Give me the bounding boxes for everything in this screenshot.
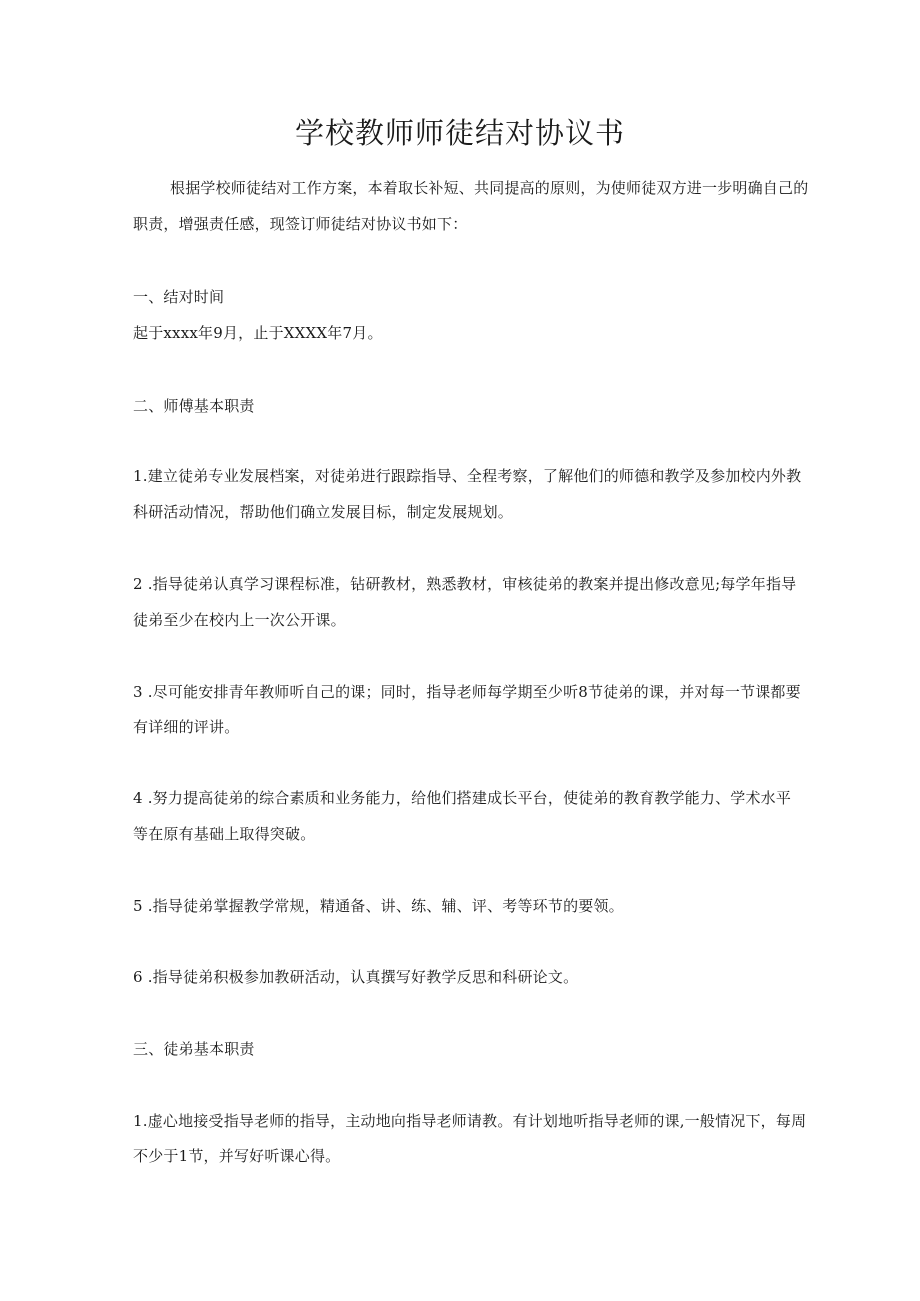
section-2-heading: 二、师傅基本职责 (133, 397, 255, 415)
mentor-duty-3-line-2: 有详细的评讲。 (133, 718, 240, 736)
intro-line-2: 职责，增强责任感，现签订师徒结对协议书如下： (133, 215, 468, 233)
mentor-duty-3-line-1: 3 .尽可能安排青年教师听自己的课；同时，指导老师每学期至少听8节徒弟的课，并对每一节课都要 (133, 683, 801, 701)
section-3-heading: 三、徒弟基本职责 (133, 1040, 255, 1058)
mentor-duty-5-line-1: 5 .指导徒弟掌握教学常规，精通备、讲、练、辅、评、考等环节的要领。 (133, 897, 624, 915)
mentor-duty-4-line-1: 4 .努力提高徒弟的综合素质和业务能力，给他们搭建成长平台，使徒弟的教育教学能力、学术水平 (133, 789, 792, 807)
section-1-text: 起于xxxx年9月，止于XXXX年7月。 (133, 324, 383, 342)
section-1-heading: 一、结对时间 (133, 288, 225, 306)
mentor-duty-1-line-1: 1.建立徒弟专业发展档案，对徒弟进行跟踪指导、全程考察，了解他们的师德和教学及参加校内外教 (133, 467, 802, 485)
mentor-duty-6-line-1: 6 .指导徒弟积极参加教研活动，认真撰写好教学反思和科研论文。 (133, 968, 579, 986)
intro-line-1: 根据学校师徒结对工作方案，本着取长补短、共同提高的原则，为使师徒双方进一步明确自己的 (170, 179, 809, 197)
mentor-duty-2-line-2: 徒弟至少在校内上一次公开课。 (133, 611, 346, 629)
apprentice-duty-1-line-1: 1.虚心地接受指导老师的指导，主动地向指导老师请教。有计划地听指导老师的课,一般情况下，每周 (133, 1112, 807, 1130)
mentor-duty-1-line-2: 科研活动情况，帮助他们确立发展目标，制定发展规划。 (133, 503, 514, 521)
apprentice-duty-1-line-2: 不少于1节，并写好听课心得。 (133, 1147, 341, 1165)
document-title: 学校教师师徒结对协议书 (294, 116, 625, 150)
mentor-duty-2-line-1: 2 .指导徒弟认真学习课程标准，钻研教材，熟悉教材，审核徒弟的教案并提出修改意见;每学年指导 (133, 575, 797, 593)
mentor-duty-4-line-2: 等在原有基础上取得突破。 (133, 825, 316, 843)
